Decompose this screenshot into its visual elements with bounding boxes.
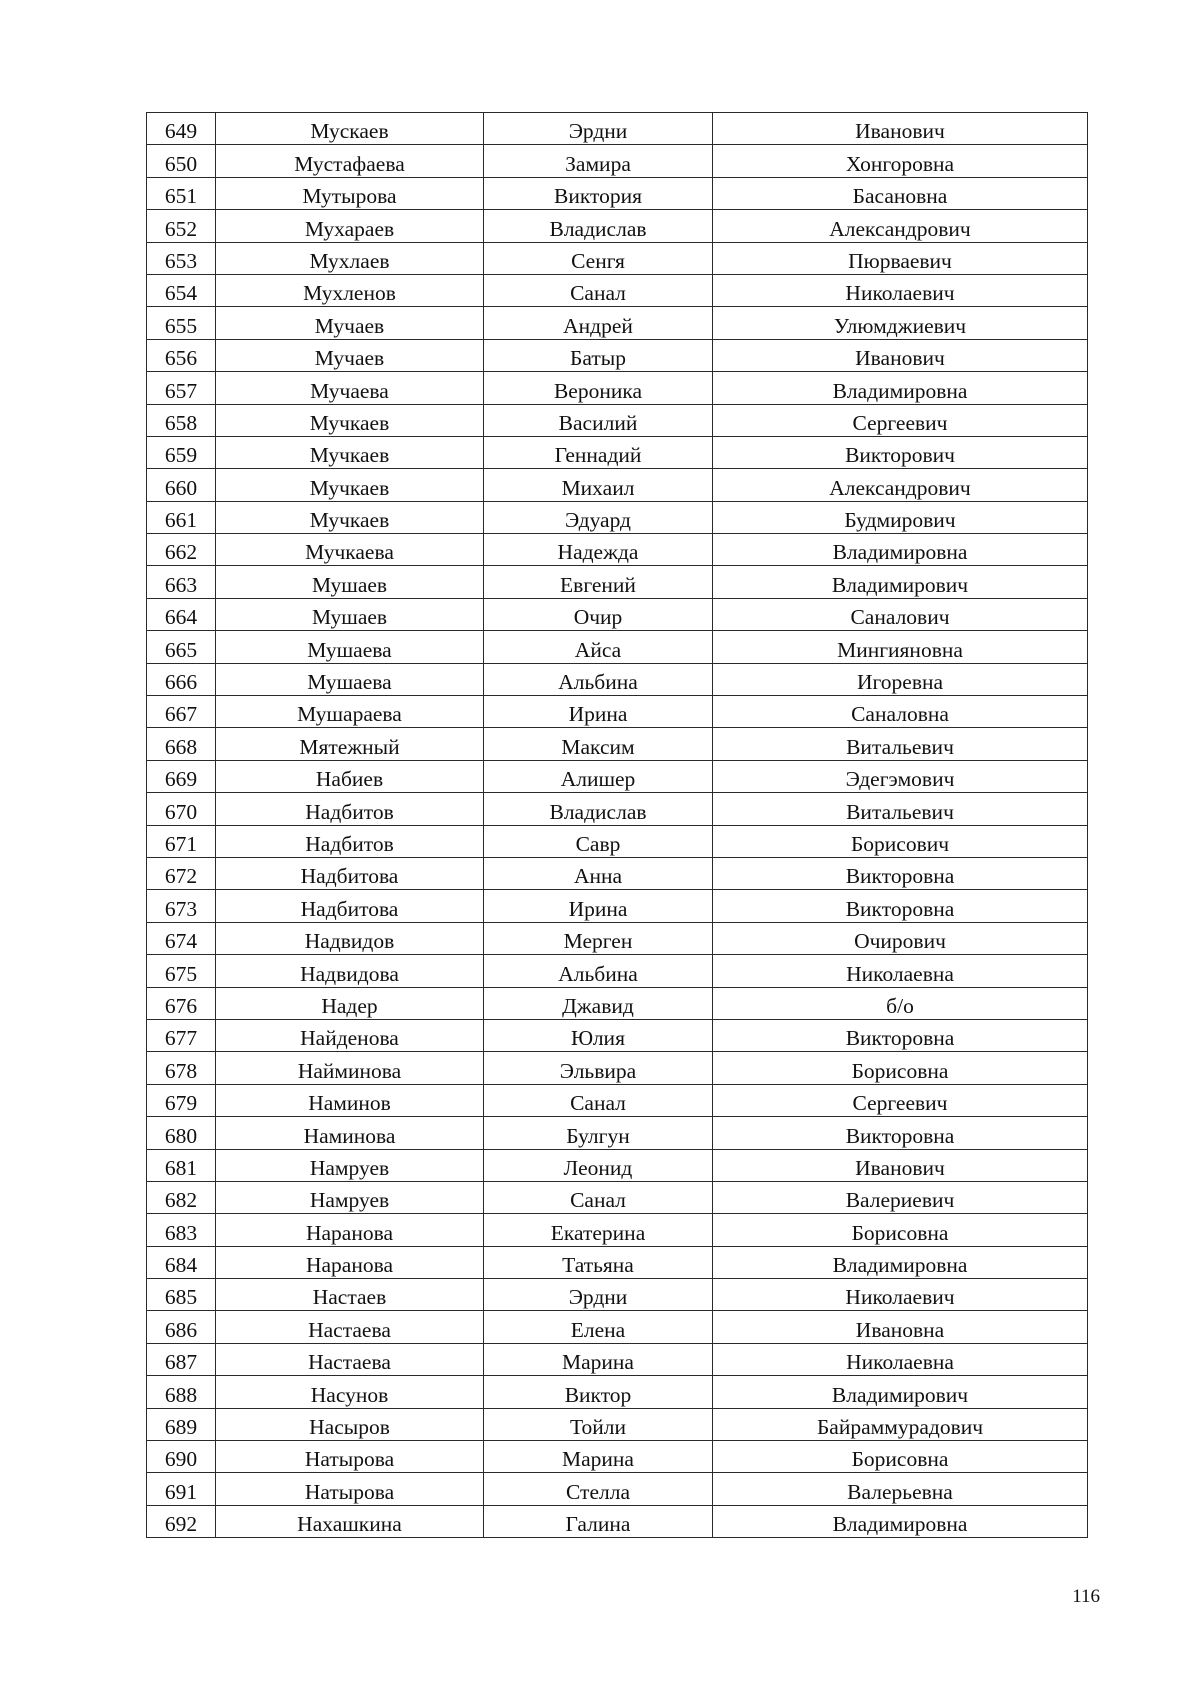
table-row [147,987,1088,1019]
row-number-cell: 689 [147,1408,216,1440]
table-row [147,307,1088,339]
table-row [147,1117,1088,1149]
row-number-cell: 673 [147,890,216,922]
patronymic-cell: Николаевна [713,1343,1088,1375]
row-number-cell: 679 [147,1084,216,1116]
row-number-cell: 684 [147,1246,216,1278]
first-name-cell: Андрей [484,307,713,339]
first-name-cell: Ирина [484,696,713,728]
last-name-cell: Надбитов [216,793,484,825]
last-name-cell: Мухлаев [216,242,484,274]
table-row [147,1441,1088,1473]
first-name-cell: Ирина [484,890,713,922]
patronymic-cell: Саналович [713,598,1088,630]
table-row [147,372,1088,404]
last-name-cell: Мучкаев [216,404,484,436]
patronymic-cell: Владимировна [713,1246,1088,1278]
first-name-cell: Булгун [484,1117,713,1149]
first-name-cell: Марина [484,1343,713,1375]
first-name-cell: Альбина [484,955,713,987]
last-name-cell: Настаев [216,1279,484,1311]
last-name-cell: Мушараева [216,696,484,728]
last-name-cell: Насунов [216,1376,484,1408]
table-row [147,1084,1088,1116]
first-name-cell: Леонид [484,1149,713,1181]
patronymic-cell: Николаевич [713,274,1088,306]
first-name-cell: Марина [484,1441,713,1473]
row-number-cell: 685 [147,1279,216,1311]
patronymic-cell: Улюмджиевич [713,307,1088,339]
last-name-cell: Мухленов [216,274,484,306]
row-number-cell: 649 [147,113,216,145]
patronymic-cell: Басановна [713,177,1088,209]
last-name-cell: Надвидова [216,955,484,987]
row-number-cell: 665 [147,631,216,663]
patronymic-cell: Викторовна [713,857,1088,889]
patronymic-cell: Борисович [713,825,1088,857]
table-row [147,145,1088,177]
row-number-cell: 692 [147,1505,216,1537]
row-number-cell: 667 [147,696,216,728]
last-name-cell: Настаева [216,1311,484,1343]
patronymic-cell: Владимирович [713,566,1088,598]
row-number-cell: 662 [147,534,216,566]
last-name-cell: Мучкаев [216,469,484,501]
row-number-cell: 661 [147,501,216,533]
row-number-cell: 670 [147,793,216,825]
row-number-cell: 658 [147,404,216,436]
last-name-cell: Надбитов [216,825,484,857]
table-row [147,469,1088,501]
row-number-cell: 655 [147,307,216,339]
row-number-cell: 690 [147,1441,216,1473]
patronymic-cell: Викторовна [713,1117,1088,1149]
table-row [147,534,1088,566]
table-row [147,1505,1088,1537]
last-name-cell: Натырова [216,1441,484,1473]
patronymic-cell: Викторовна [713,890,1088,922]
table-row [147,339,1088,371]
first-name-cell: Стелла [484,1473,713,1505]
last-name-cell: Надвидов [216,922,484,954]
first-name-cell: Очир [484,598,713,630]
row-number-cell: 668 [147,728,216,760]
patronymic-cell: Сергеевич [713,404,1088,436]
patronymic-cell: Валериевич [713,1181,1088,1213]
row-number-cell: 681 [147,1149,216,1181]
last-name-cell: Мушаева [216,663,484,695]
table-row [147,760,1088,792]
table-row [147,1376,1088,1408]
row-number-cell: 650 [147,145,216,177]
first-name-cell: Евгений [484,566,713,598]
first-name-cell: Виктор [484,1376,713,1408]
first-name-cell: Вероника [484,372,713,404]
patronymic-cell: Викторович [713,436,1088,468]
patronymic-cell: Владимировна [713,534,1088,566]
patronymic-cell: Александрович [713,210,1088,242]
table-row [147,242,1088,274]
first-name-cell: Эдуард [484,501,713,533]
last-name-cell: Надбитова [216,857,484,889]
last-name-cell: Мушаев [216,598,484,630]
first-name-cell: Надежда [484,534,713,566]
row-number-cell: 656 [147,339,216,371]
row-number-cell: 678 [147,1052,216,1084]
last-name-cell: Настаева [216,1343,484,1375]
first-name-cell: Максим [484,728,713,760]
table-body [147,113,1088,1538]
row-number-cell: 651 [147,177,216,209]
table-row [147,566,1088,598]
row-number-cell: 687 [147,1343,216,1375]
first-name-cell: Санал [484,1084,713,1116]
table-row [147,501,1088,533]
first-name-cell: Мерген [484,922,713,954]
first-name-cell: Юлия [484,1019,713,1051]
row-number-cell: 677 [147,1019,216,1051]
table-row [147,1149,1088,1181]
last-name-cell: Надер [216,987,484,1019]
first-name-cell: Эльвира [484,1052,713,1084]
table-row [147,113,1088,145]
first-name-cell: Санал [484,274,713,306]
table-row [147,404,1088,436]
patronymic-cell: Александрович [713,469,1088,501]
first-name-cell: Джавид [484,987,713,1019]
first-name-cell: Галина [484,1505,713,1537]
last-name-cell: Мушаев [216,566,484,598]
last-name-cell: Наминов [216,1084,484,1116]
table-row [147,1311,1088,1343]
row-number-cell: 660 [147,469,216,501]
patronymic-cell: Сергеевич [713,1084,1088,1116]
row-number-cell: 676 [147,987,216,1019]
first-name-cell: Эрдни [484,113,713,145]
table-row [147,825,1088,857]
first-name-cell: Михаил [484,469,713,501]
patronymic-cell: Борисовна [713,1052,1088,1084]
table-row [147,955,1088,987]
row-number-cell: 663 [147,566,216,598]
first-name-cell: Замира [484,145,713,177]
table-row [147,1019,1088,1051]
page-number: 116 [1072,1586,1100,1607]
last-name-cell: Мучаев [216,307,484,339]
last-name-cell: Натырова [216,1473,484,1505]
patronymic-cell: Владимирович [713,1376,1088,1408]
row-number-cell: 691 [147,1473,216,1505]
first-name-cell: Екатерина [484,1214,713,1246]
table-row [147,857,1088,889]
last-name-cell: Набиев [216,760,484,792]
row-number-cell: 671 [147,825,216,857]
last-name-cell: Мучкаева [216,534,484,566]
table-row [147,696,1088,728]
last-name-cell: Мушаева [216,631,484,663]
first-name-cell: Елена [484,1311,713,1343]
last-name-cell: Наранова [216,1214,484,1246]
first-name-cell: Алишер [484,760,713,792]
first-name-cell: Батыр [484,339,713,371]
last-name-cell: Намруев [216,1149,484,1181]
row-number-cell: 672 [147,857,216,889]
patronymic-cell: Игоревна [713,663,1088,695]
first-name-cell: Геннадий [484,436,713,468]
first-name-cell: Тойли [484,1408,713,1440]
first-name-cell: Татьяна [484,1246,713,1278]
first-name-cell: Айса [484,631,713,663]
last-name-cell: Мускаев [216,113,484,145]
row-number-cell: 688 [147,1376,216,1408]
patronymic-cell: Иванович [713,339,1088,371]
table-row [147,274,1088,306]
patronymic-cell: Эдегэмович [713,760,1088,792]
first-name-cell: Анна [484,857,713,889]
row-number-cell: 680 [147,1117,216,1149]
last-name-cell: Нахашкина [216,1505,484,1537]
row-number-cell: 682 [147,1181,216,1213]
last-name-cell: Наминова [216,1117,484,1149]
last-name-cell: Мустафаева [216,145,484,177]
table-row [147,177,1088,209]
patronymic-cell: Николаевич [713,1279,1088,1311]
last-name-cell: Намруев [216,1181,484,1213]
table-row [147,631,1088,663]
patronymic-cell: Хонгоровна [713,145,1088,177]
first-name-cell: Владислав [484,210,713,242]
table-row [147,728,1088,760]
row-number-cell: 659 [147,436,216,468]
patronymic-cell: Мингияновна [713,631,1088,663]
patronymic-cell: Иванович [713,1149,1088,1181]
names-table [146,112,1088,1538]
first-name-cell: Альбина [484,663,713,695]
patronymic-cell: Валерьевна [713,1473,1088,1505]
last-name-cell: Мутырова [216,177,484,209]
patronymic-cell: Викторовна [713,1019,1088,1051]
first-name-cell: Савр [484,825,713,857]
last-name-cell: Мучкаев [216,501,484,533]
first-name-cell: Эрдни [484,1279,713,1311]
row-number-cell: 674 [147,922,216,954]
first-name-cell: Виктория [484,177,713,209]
patronymic-cell: Владимировна [713,1505,1088,1537]
patronymic-cell: Пюрваевич [713,242,1088,274]
last-name-cell: Мучкаев [216,436,484,468]
row-number-cell: 664 [147,598,216,630]
table-row [147,1343,1088,1375]
table-row [147,1052,1088,1084]
row-number-cell: 654 [147,274,216,306]
table-row [147,436,1088,468]
table-row [147,1181,1088,1213]
table-row [147,210,1088,242]
last-name-cell: Мучаев [216,339,484,371]
table-row [147,1246,1088,1278]
last-name-cell: Насыров [216,1408,484,1440]
patronymic-cell: б/о [713,987,1088,1019]
patronymic-cell: Ивановна [713,1311,1088,1343]
row-number-cell: 653 [147,242,216,274]
table-row [147,1279,1088,1311]
first-name-cell: Владислав [484,793,713,825]
patronymic-cell: Витальевич [713,793,1088,825]
last-name-cell: Мухараев [216,210,484,242]
row-number-cell: 666 [147,663,216,695]
row-number-cell: 652 [147,210,216,242]
patronymic-cell: Иванович [713,113,1088,145]
last-name-cell: Надбитова [216,890,484,922]
table-row [147,890,1088,922]
patronymic-cell: Владимировна [713,372,1088,404]
patronymic-cell: Борисовна [713,1441,1088,1473]
last-name-cell: Найденова [216,1019,484,1051]
patronymic-cell: Саналовна [713,696,1088,728]
table-row [147,663,1088,695]
patronymic-cell: Борисовна [713,1214,1088,1246]
patronymic-cell: Байраммурадович [713,1408,1088,1440]
patronymic-cell: Очирович [713,922,1088,954]
patronymic-cell: Николаевна [713,955,1088,987]
table-row [147,1408,1088,1440]
last-name-cell: Наранова [216,1246,484,1278]
row-number-cell: 675 [147,955,216,987]
first-name-cell: Санал [484,1181,713,1213]
table-row [147,922,1088,954]
table-row [147,1214,1088,1246]
patronymic-cell: Будмирович [713,501,1088,533]
table-row [147,1473,1088,1505]
patronymic-cell: Витальевич [713,728,1088,760]
last-name-cell: Найминова [216,1052,484,1084]
first-name-cell: Василий [484,404,713,436]
row-number-cell: 683 [147,1214,216,1246]
table-row [147,598,1088,630]
last-name-cell: Мучаева [216,372,484,404]
row-number-cell: 657 [147,372,216,404]
first-name-cell: Сенгя [484,242,713,274]
row-number-cell: 669 [147,760,216,792]
table-row [147,793,1088,825]
last-name-cell: Мятежный [216,728,484,760]
row-number-cell: 686 [147,1311,216,1343]
